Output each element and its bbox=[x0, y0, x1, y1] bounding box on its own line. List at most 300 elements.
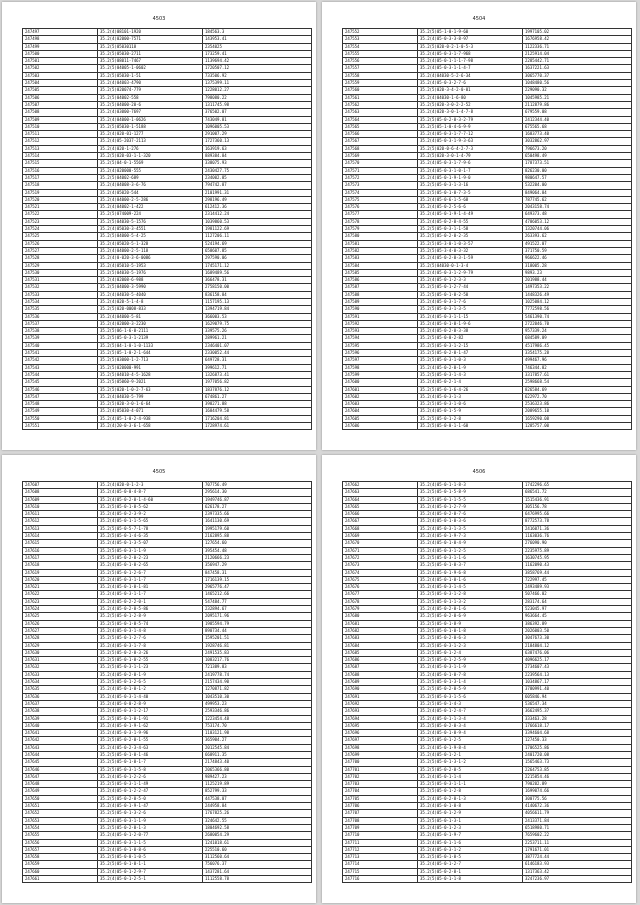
id-cell: 247560 bbox=[343, 87, 418, 94]
id-cell: 247713 bbox=[343, 854, 418, 861]
code-cell: 35.2(5)05-0-3-1-1-49 bbox=[98, 781, 203, 788]
amount-cell: 2264753.85 bbox=[523, 766, 632, 773]
id-cell: 247607 bbox=[23, 482, 98, 489]
amount-cell: 3317857.61 bbox=[523, 371, 632, 378]
code-cell: 35.2(4)05-0-1-2-2-6 bbox=[98, 773, 203, 780]
amount-cell: 798080.22 bbox=[203, 94, 312, 101]
table-row bbox=[23, 664, 312, 671]
code-cell: 35.2(5)020-1-0-2-7-63 bbox=[98, 386, 203, 393]
table-row bbox=[23, 773, 312, 780]
id-cell: 247687 bbox=[343, 664, 418, 671]
code-cell: 35.2(4)020-0-1-2-3 bbox=[98, 482, 203, 489]
table-row bbox=[23, 218, 312, 225]
id-cell: 247519 bbox=[23, 189, 98, 196]
table-row bbox=[343, 29, 632, 36]
code-cell: 35.2(4)05-0-2-2-0-1 bbox=[98, 598, 203, 605]
table-row bbox=[343, 489, 632, 496]
id-cell: 247595 bbox=[343, 342, 418, 349]
code-cell: 35.2(5)05-0-1-2-6-5 bbox=[98, 679, 203, 686]
table-row bbox=[23, 861, 312, 868]
code-cell: 35.2(4)05-0-2-0-7-6 bbox=[418, 511, 523, 518]
table-row bbox=[343, 262, 632, 269]
id-cell: 247707 bbox=[343, 810, 418, 817]
id-cell: 247520 bbox=[23, 196, 98, 203]
code-cell: 35.2(4)05-0-1-1-8-3 bbox=[418, 482, 523, 489]
amount-cell: 1728974.61 bbox=[203, 423, 312, 430]
amount-cell: 2416071.36 bbox=[523, 525, 632, 532]
id-cell: 247522 bbox=[23, 211, 98, 218]
table-row bbox=[23, 598, 312, 605]
id-cell: 247570 bbox=[343, 160, 418, 167]
table-row bbox=[23, 167, 312, 174]
table-row bbox=[23, 350, 312, 357]
id-cell: 247553 bbox=[343, 36, 418, 43]
table-row bbox=[23, 489, 312, 496]
table-row bbox=[23, 657, 312, 664]
table-row bbox=[343, 547, 632, 554]
amount-cell: 356947.29 bbox=[203, 562, 312, 569]
amount-cell: 371750.59 bbox=[523, 247, 632, 254]
code-cell: 35.2(4)05-0-3-1-1-9 bbox=[418, 664, 523, 671]
table-row bbox=[23, 123, 312, 130]
table-row bbox=[343, 174, 632, 181]
code-cell: 35.2(4)05-0-2-0-3-1-59 bbox=[418, 255, 523, 262]
id-cell: 247626 bbox=[23, 620, 98, 627]
id-cell: 247507 bbox=[23, 101, 98, 108]
id-cell: 247681 bbox=[343, 620, 418, 627]
amount-cell: 2397335.66 bbox=[203, 511, 312, 518]
amount-cell: 2125914.04 bbox=[523, 50, 632, 57]
id-cell: 247580 bbox=[343, 233, 418, 240]
amount-cell: 1629079.75 bbox=[203, 320, 312, 327]
id-cell: 247657 bbox=[23, 846, 98, 853]
id-cell: 247689 bbox=[343, 679, 418, 686]
amount-cell: 3047673.30 bbox=[523, 635, 632, 642]
id-cell: 247611 bbox=[23, 511, 98, 518]
id-cell: 247604 bbox=[343, 408, 418, 415]
code-cell: 35.2(5)05-0-3-1-4-3 bbox=[418, 371, 523, 378]
id-cell: 247597 bbox=[343, 357, 418, 364]
table-row bbox=[23, 795, 312, 802]
code-cell: 35.2(5)05-0-2-0-1-47 bbox=[418, 350, 523, 357]
amount-cell: 649728.31 bbox=[203, 357, 312, 364]
code-cell: 35.2(4)05-0-1-5-9 bbox=[418, 408, 523, 415]
id-cell: 247691 bbox=[343, 693, 418, 700]
table-row bbox=[23, 613, 312, 620]
id-cell: 247544 bbox=[23, 371, 98, 378]
id-cell: 247618 bbox=[23, 562, 98, 569]
id-cell: 247669 bbox=[343, 533, 418, 540]
id-cell: 247514 bbox=[23, 153, 98, 160]
amount-cell: 675565.68 bbox=[523, 123, 632, 130]
table-row bbox=[343, 562, 632, 569]
code-cell: 35.2(5)04030-0-1-3-4 bbox=[418, 262, 523, 269]
code-cell: 35.2(4)05-0-3-1-9-3-63 bbox=[418, 138, 523, 145]
table-row bbox=[23, 824, 312, 831]
code-cell: 35.2(4)05-0-3-1-7-8 bbox=[98, 642, 203, 649]
code-cell: 35.2(5)05-1-0-1-9-60 bbox=[418, 29, 523, 36]
id-cell: 247592 bbox=[343, 320, 418, 327]
id-cell: 247550 bbox=[23, 415, 98, 422]
code-cell: 35.2(4)05-0-1-2-1 bbox=[418, 751, 523, 758]
amount-cell: 1742296.65 bbox=[523, 482, 632, 489]
amount-cell: 722997.45 bbox=[523, 576, 632, 583]
table-row bbox=[23, 138, 312, 145]
code-cell: 35.2(5)06-1-6-0-2111 bbox=[98, 328, 203, 335]
id-cell: 247505 bbox=[23, 87, 98, 94]
id-cell: 247700 bbox=[343, 759, 418, 766]
id-cell: 247650 bbox=[23, 795, 98, 802]
id-cell: 247498 bbox=[23, 36, 98, 43]
id-cell: 247584 bbox=[343, 262, 418, 269]
code-cell: 35.2(4)05-0-3-1-4-8 bbox=[98, 627, 203, 634]
table-row bbox=[343, 335, 632, 342]
id-cell: 247641 bbox=[23, 730, 98, 737]
code-cell: 35.2(5)05-0-1-0-2-55 bbox=[98, 657, 203, 664]
table-row bbox=[23, 642, 312, 649]
amount-cell: 674861.27 bbox=[203, 393, 312, 400]
code-cell: 35.2(4)05-0-3-1-3 bbox=[418, 393, 523, 400]
id-cell: 247663 bbox=[343, 489, 418, 496]
amount-cell: 366478.31 bbox=[203, 277, 312, 284]
table-row bbox=[343, 503, 632, 510]
amount-cell: 333463.28 bbox=[523, 715, 632, 722]
code-cell: 35.2(4)04030-5-799 bbox=[98, 393, 203, 400]
id-cell: 247712 bbox=[343, 846, 418, 853]
code-cell: 35.2(4)05-2037-2113 bbox=[98, 138, 203, 145]
table-row bbox=[343, 386, 632, 393]
amount-cell: 1034867.17 bbox=[523, 679, 632, 686]
table-row bbox=[23, 854, 312, 861]
id-cell: 247705 bbox=[343, 795, 418, 802]
id-cell: 247612 bbox=[23, 518, 98, 525]
id-cell: 247582 bbox=[343, 247, 418, 254]
id-cell: 247658 bbox=[23, 854, 98, 861]
id-cell: 247651 bbox=[23, 803, 98, 810]
code-cell: 35.2(5)020-3-0-1-6-64 bbox=[98, 401, 203, 408]
table-row bbox=[343, 94, 632, 101]
amount-cell: 1125219.89 bbox=[203, 781, 312, 788]
amount-cell: 229090.32 bbox=[523, 87, 632, 94]
id-cell: 247562 bbox=[343, 101, 418, 108]
id-cell: 247567 bbox=[343, 138, 418, 145]
code-cell: 35.2(5)05-0-2-0-3-2-79 bbox=[418, 116, 523, 123]
code-cell: 35.2(5)05-0-5-7-1-78 bbox=[98, 525, 203, 532]
table-row bbox=[343, 664, 632, 671]
table-row bbox=[23, 335, 312, 342]
code-cell: 35.2(5)05-0-3-1-3-16 bbox=[418, 182, 523, 189]
code-cell: 35.2(4)05-0-1-0-2-65 bbox=[98, 562, 203, 569]
amount-cell: 3112560.64 bbox=[203, 854, 312, 861]
amount-cell: 1716204.81 bbox=[203, 415, 312, 422]
amount-cell: 6146183.93 bbox=[523, 861, 632, 868]
amount-cell: 324642.55 bbox=[203, 817, 312, 824]
code-cell: 35.2(4)05-0-3-1-1-15 bbox=[418, 313, 523, 320]
amount-cell: 622972.70 bbox=[523, 393, 632, 400]
amount-cell: 668911.35 bbox=[203, 751, 312, 758]
table-row bbox=[23, 620, 312, 627]
id-cell: 247586 bbox=[343, 277, 418, 284]
id-cell: 247511 bbox=[23, 131, 98, 138]
id-cell: 247516 bbox=[23, 167, 98, 174]
amount-cell: 9893.23 bbox=[523, 269, 632, 276]
amount-cell: 2101991.31 bbox=[203, 189, 312, 196]
code-cell: 35.2(5)05-0-2-0-3-4 bbox=[418, 722, 523, 729]
table-row bbox=[343, 109, 632, 116]
table-row bbox=[343, 58, 632, 65]
table-row bbox=[343, 160, 632, 167]
table-row bbox=[343, 65, 632, 72]
code-cell: 35.2(4)05-0-1-0-1-6 bbox=[418, 576, 523, 583]
code-cell: 35.2(4)05020-5-1-328 bbox=[98, 240, 203, 247]
amount-cell: 376502.07 bbox=[203, 109, 312, 116]
table-row bbox=[23, 868, 312, 875]
id-cell: 247545 bbox=[23, 379, 98, 386]
amount-cell: 2536323.86 bbox=[523, 401, 632, 408]
table-row bbox=[23, 554, 312, 561]
table-row bbox=[23, 393, 312, 400]
amount-cell: 3065770.37 bbox=[523, 72, 632, 79]
amount-cell: 2112879.86 bbox=[523, 101, 632, 108]
table-row bbox=[343, 715, 632, 722]
table-row bbox=[23, 576, 312, 583]
amount-cell: 3780991.40 bbox=[523, 686, 632, 693]
amount-cell: 1684479.58 bbox=[203, 408, 312, 415]
amount-cell: 5461390.74 bbox=[523, 313, 632, 320]
amount-cell: 1716139.15 bbox=[203, 576, 312, 583]
id-cell: 247526 bbox=[23, 240, 98, 247]
code-cell: 35.2(4)05-0-3-1-1-9 bbox=[98, 817, 203, 824]
table-row bbox=[343, 72, 632, 79]
code-cell: 35.2(5)05-0-2-0-5-0 bbox=[98, 795, 203, 802]
amount-cell: 1326873.41 bbox=[203, 371, 312, 378]
code-cell: 35.2(4)04030-1-6-80 bbox=[418, 94, 523, 101]
id-cell: 247698 bbox=[343, 744, 418, 751]
table-row bbox=[23, 817, 312, 824]
id-cell: 247517 bbox=[23, 174, 98, 181]
code-cell: 35.2(5)05-0-3-1-1-1 bbox=[418, 781, 523, 788]
code-cell: 35.2(4)05-0-3-1-2-17 bbox=[98, 708, 203, 715]
id-cell: 247655 bbox=[23, 832, 98, 839]
code-cell: 35.2(5)05-0-2-0-6-3 bbox=[418, 635, 523, 642]
amount-cell: 2089655.10 bbox=[523, 408, 632, 415]
document-page-1 bbox=[2, 2, 316, 450]
amount-cell: 658607.85 bbox=[203, 247, 312, 254]
id-cell: 247532 bbox=[23, 284, 98, 291]
amount-cell: 1706525.86 bbox=[523, 744, 632, 751]
id-cell: 247638 bbox=[23, 708, 98, 715]
id-cell: 247569 bbox=[343, 153, 418, 160]
id-cell: 247518 bbox=[23, 182, 98, 189]
amount-cell: 2758150.00 bbox=[203, 284, 312, 291]
code-cell: 35.2(4)05-0-1-0-9-4 bbox=[418, 730, 523, 737]
table-row bbox=[343, 759, 632, 766]
id-cell: 247636 bbox=[23, 693, 98, 700]
id-cell: 247593 bbox=[343, 328, 418, 335]
id-cell: 247680 bbox=[343, 613, 418, 620]
code-cell: 35.2(4)05010-5-1953 bbox=[98, 262, 203, 269]
table-row bbox=[343, 36, 632, 43]
amount-cell: 796673.20 bbox=[523, 145, 632, 152]
code-cell: 35.2(4)05-0-3-1-0-1-7 bbox=[418, 167, 523, 174]
code-cell: 35.2(4)05-0-1-9-1-4-49 bbox=[418, 211, 523, 218]
code-cell: 35.2(5)05-0-3-1-5-6 bbox=[418, 693, 523, 700]
id-cell: 247599 bbox=[343, 371, 418, 378]
table-row bbox=[23, 700, 312, 707]
id-cell: 247590 bbox=[343, 306, 418, 313]
code-cell: 35.2(5)05-0-3-1-1-6 bbox=[418, 554, 523, 561]
id-cell: 247512 bbox=[23, 138, 98, 145]
table-row bbox=[343, 606, 632, 613]
amount-cell: 1630745.95 bbox=[523, 554, 632, 561]
code-cell: 35.2(5)04002-558 bbox=[98, 94, 203, 101]
code-cell: 35.2(5)05-0-1-2-6-7 bbox=[98, 569, 203, 576]
id-cell: 247676 bbox=[343, 584, 418, 591]
id-cell: 247533 bbox=[23, 291, 98, 298]
id-cell: 247552 bbox=[343, 29, 418, 36]
amount-cell: 4056611.79 bbox=[523, 810, 632, 817]
amount-cell: 2346401.07 bbox=[203, 342, 312, 349]
code-cell: 35.2(5)020-0-6-4-2-7-3 bbox=[418, 145, 523, 152]
amount-cell: 650498.49 bbox=[523, 153, 632, 160]
table-row bbox=[343, 189, 632, 196]
amount-cell: 1949746.87 bbox=[203, 496, 312, 503]
code-cell: 35.2(4)05-0-3-1-4-5 bbox=[418, 584, 523, 591]
table-row bbox=[343, 576, 632, 583]
table-row bbox=[343, 861, 632, 868]
code-cell: 35.2(5)05-0-3-1-1-9 bbox=[98, 547, 203, 554]
table-row bbox=[343, 832, 632, 839]
table-row bbox=[23, 36, 312, 43]
id-cell: 247662 bbox=[343, 482, 418, 489]
id-cell: 247678 bbox=[343, 598, 418, 605]
id-cell: 247530 bbox=[23, 269, 98, 276]
amount-cell: 2095171.96 bbox=[203, 613, 312, 620]
table-row bbox=[343, 700, 632, 707]
amount-cell: 2413371.84 bbox=[523, 817, 632, 824]
code-cell: 35.2(4)08101-1920 bbox=[98, 29, 203, 36]
code-cell: 35.2(4)05-0-3-1-2-5 bbox=[418, 547, 523, 554]
id-cell: 247515 bbox=[23, 160, 98, 167]
amount-cell: 1699074.66 bbox=[523, 788, 632, 795]
amount-cell: 1285757.00 bbox=[523, 423, 632, 430]
id-cell: 247556 bbox=[343, 58, 418, 65]
code-cell: 35.2(5)05-0-1-0-3-7 bbox=[418, 562, 523, 569]
code-cell: 35.2(4)05-0-3-1-7-7-12 bbox=[418, 131, 523, 138]
amount-cell: 3354175.28 bbox=[523, 350, 632, 357]
code-cell: 35.2(4)04003-4790 bbox=[98, 80, 203, 87]
table-row bbox=[343, 824, 632, 831]
table-row bbox=[23, 415, 312, 422]
amount-cell: 2412344.40 bbox=[523, 116, 632, 123]
table-row bbox=[343, 730, 632, 737]
code-cell: 35.2(5)05-0-3-1-1-23 bbox=[98, 664, 203, 671]
code-cell: 35.2(4)03000-7697 bbox=[98, 109, 203, 116]
table-row bbox=[343, 854, 632, 861]
id-cell: 247704 bbox=[343, 788, 418, 795]
table-row bbox=[343, 876, 632, 883]
amount-cell: 289961.21 bbox=[203, 335, 312, 342]
code-cell: 35.2(5)05-0-0-2-82 bbox=[418, 335, 523, 342]
amount-cell: 686541.72 bbox=[523, 489, 632, 496]
code-cell: 35.2(5)05-0-2-0-2-23 bbox=[98, 554, 203, 561]
amount-cell: 1995179.60 bbox=[203, 525, 312, 532]
code-cell: 35.2(5)08011-7467 bbox=[98, 58, 203, 65]
id-cell: 247540 bbox=[23, 342, 98, 349]
code-cell: 35.2(5)020000-991 bbox=[98, 364, 203, 371]
id-cell: 247683 bbox=[343, 635, 418, 642]
table-row bbox=[343, 371, 632, 378]
id-cell: 247577 bbox=[343, 211, 418, 218]
code-cell: 35.2(4)05-0-3-1-2 bbox=[418, 846, 523, 853]
amount-cell: 612412.36 bbox=[203, 204, 312, 211]
id-cell: 247535 bbox=[23, 306, 98, 313]
id-cell: 247690 bbox=[343, 686, 418, 693]
amount-cell: 1720507.12 bbox=[203, 65, 312, 72]
amount-cell: 2215854.46 bbox=[523, 773, 632, 780]
amount-cell: 963664.45 bbox=[523, 613, 632, 620]
id-cell: 247566 bbox=[343, 131, 418, 138]
id-cell: 247710 bbox=[343, 832, 418, 839]
amount-cell: 523045.97 bbox=[523, 606, 632, 613]
table-row bbox=[343, 196, 632, 203]
code-cell: 35.2(4)05-0-3-2-7-6 bbox=[418, 80, 523, 87]
id-cell: 247697 bbox=[343, 737, 418, 744]
table-row bbox=[343, 788, 632, 795]
id-cell: 247679 bbox=[343, 606, 418, 613]
id-cell: 247554 bbox=[343, 43, 418, 50]
code-cell: 35.2(5)05-0-1-2-8 bbox=[418, 788, 523, 795]
amount-cell: 2419778.74 bbox=[203, 671, 312, 678]
id-cell: 247529 bbox=[23, 262, 98, 269]
table-row bbox=[23, 730, 312, 737]
code-cell: 35.2(5)04030-5-1576 bbox=[98, 218, 203, 225]
amount-cell: 684589.09 bbox=[523, 335, 632, 342]
id-cell: 247660 bbox=[23, 868, 98, 875]
id-cell: 247548 bbox=[23, 401, 98, 408]
amount-cell: 2401720.08 bbox=[523, 751, 632, 758]
code-cell: 35.2(5)020-3-0-2-2-52 bbox=[418, 101, 523, 108]
table-row bbox=[23, 371, 312, 378]
id-cell: 247571 bbox=[343, 167, 418, 174]
id-cell: 247527 bbox=[23, 247, 98, 254]
table-row bbox=[23, 116, 312, 123]
id-cell: 247675 bbox=[343, 576, 418, 583]
amount-cell: 980647.57 bbox=[523, 174, 632, 181]
code-cell: 35.2(4)04000-2-5-118 bbox=[98, 247, 203, 254]
code-cell: 35.2(4)05-0-2-0-3-38 bbox=[418, 328, 523, 335]
code-cell: 35.2(5)05-0-0-1-1-60 bbox=[418, 423, 523, 430]
table-row bbox=[23, 379, 312, 386]
table-row bbox=[23, 708, 312, 715]
id-cell: 247661 bbox=[23, 876, 98, 883]
id-cell: 247598 bbox=[343, 364, 418, 371]
code-cell: 35.2(4)05-0-1-3-5-07 bbox=[98, 540, 203, 547]
id-cell: 247537 bbox=[23, 320, 98, 327]
table-row bbox=[343, 686, 632, 693]
amount-cell: 244958.84 bbox=[203, 803, 312, 810]
id-cell: 247602 bbox=[343, 393, 418, 400]
amount-cell: 7659602.22 bbox=[523, 832, 632, 839]
id-cell: 247619 bbox=[23, 569, 98, 576]
id-cell: 247668 bbox=[343, 525, 418, 532]
amount-cell: 3858769.44 bbox=[523, 569, 632, 576]
table-row bbox=[343, 255, 632, 262]
table-row bbox=[23, 876, 312, 883]
code-cell: 35.2(5)020-3-4-2-0-01 bbox=[418, 87, 523, 94]
table-row bbox=[343, 226, 632, 233]
amount-cell: 127654.60 bbox=[203, 540, 312, 547]
